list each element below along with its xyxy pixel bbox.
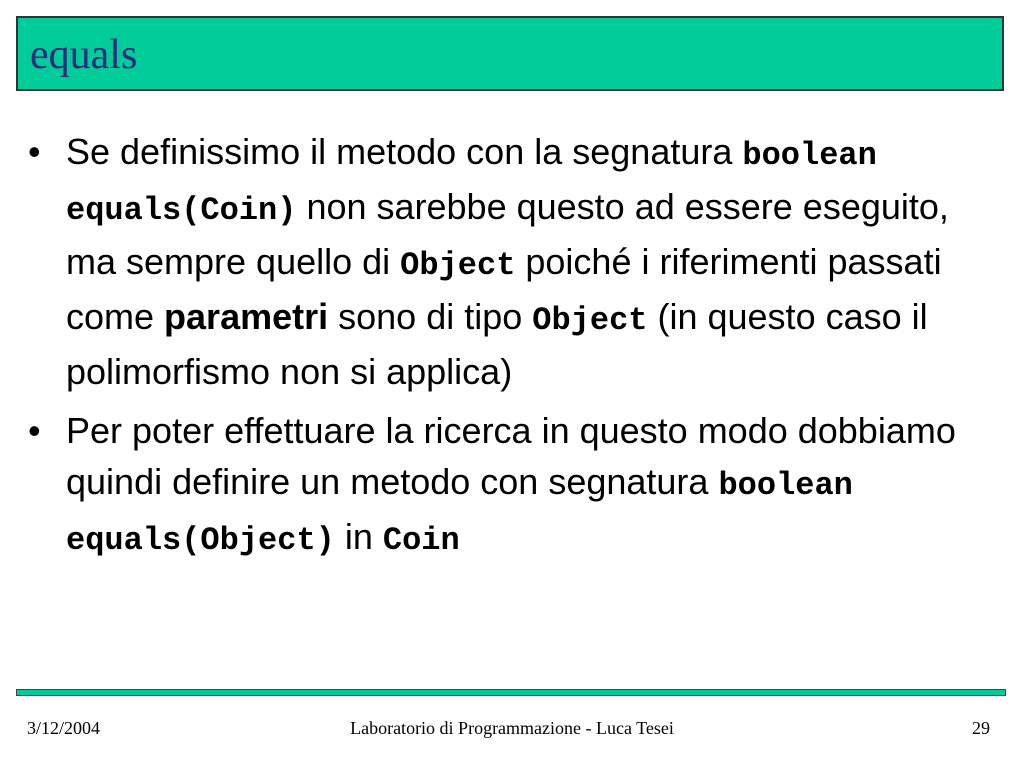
code-run: boolean equals(Coin) xyxy=(66,137,877,229)
slide-body xyxy=(28,126,998,574)
code-run: Object xyxy=(532,302,648,339)
title-bar xyxy=(16,16,1004,91)
bullet-glyph: • xyxy=(28,131,41,172)
text-run: in xyxy=(334,516,383,557)
code-run: boolean equals(Object) xyxy=(66,467,853,559)
text-run: (in questo caso il polimorfismo non si applica) xyxy=(66,296,928,392)
text-run: sono di tipo xyxy=(328,296,533,337)
page-number: 29 xyxy=(972,718,990,738)
bullet-text xyxy=(66,410,956,557)
code-run: Coin xyxy=(382,522,460,559)
text-run: Se definissimo il metodo con la segnatura xyxy=(66,131,743,172)
footer-divider xyxy=(16,689,1006,696)
footer-title: Laboratorio di Programmazione - Luca Tesei xyxy=(350,718,674,738)
text-run: non sarebbe questo ad essere eseguito, ma sempre quello di xyxy=(66,186,949,282)
slide-title: equals xyxy=(30,32,138,78)
bullet-item xyxy=(28,126,998,397)
bullet-text xyxy=(66,131,949,392)
code-run: Object xyxy=(400,247,516,284)
bold-run: parametri xyxy=(164,296,329,337)
text-run: poiché i riferimenti passati come xyxy=(66,241,942,337)
bullet-glyph: • xyxy=(28,410,41,451)
bullet-item xyxy=(28,405,998,566)
footer-date: 3/12/2004 xyxy=(27,718,101,738)
text-run: Per poter effettuare la ricerca in questo modo dobbiamo quindi definire un metodo con segnatura xyxy=(66,410,956,502)
